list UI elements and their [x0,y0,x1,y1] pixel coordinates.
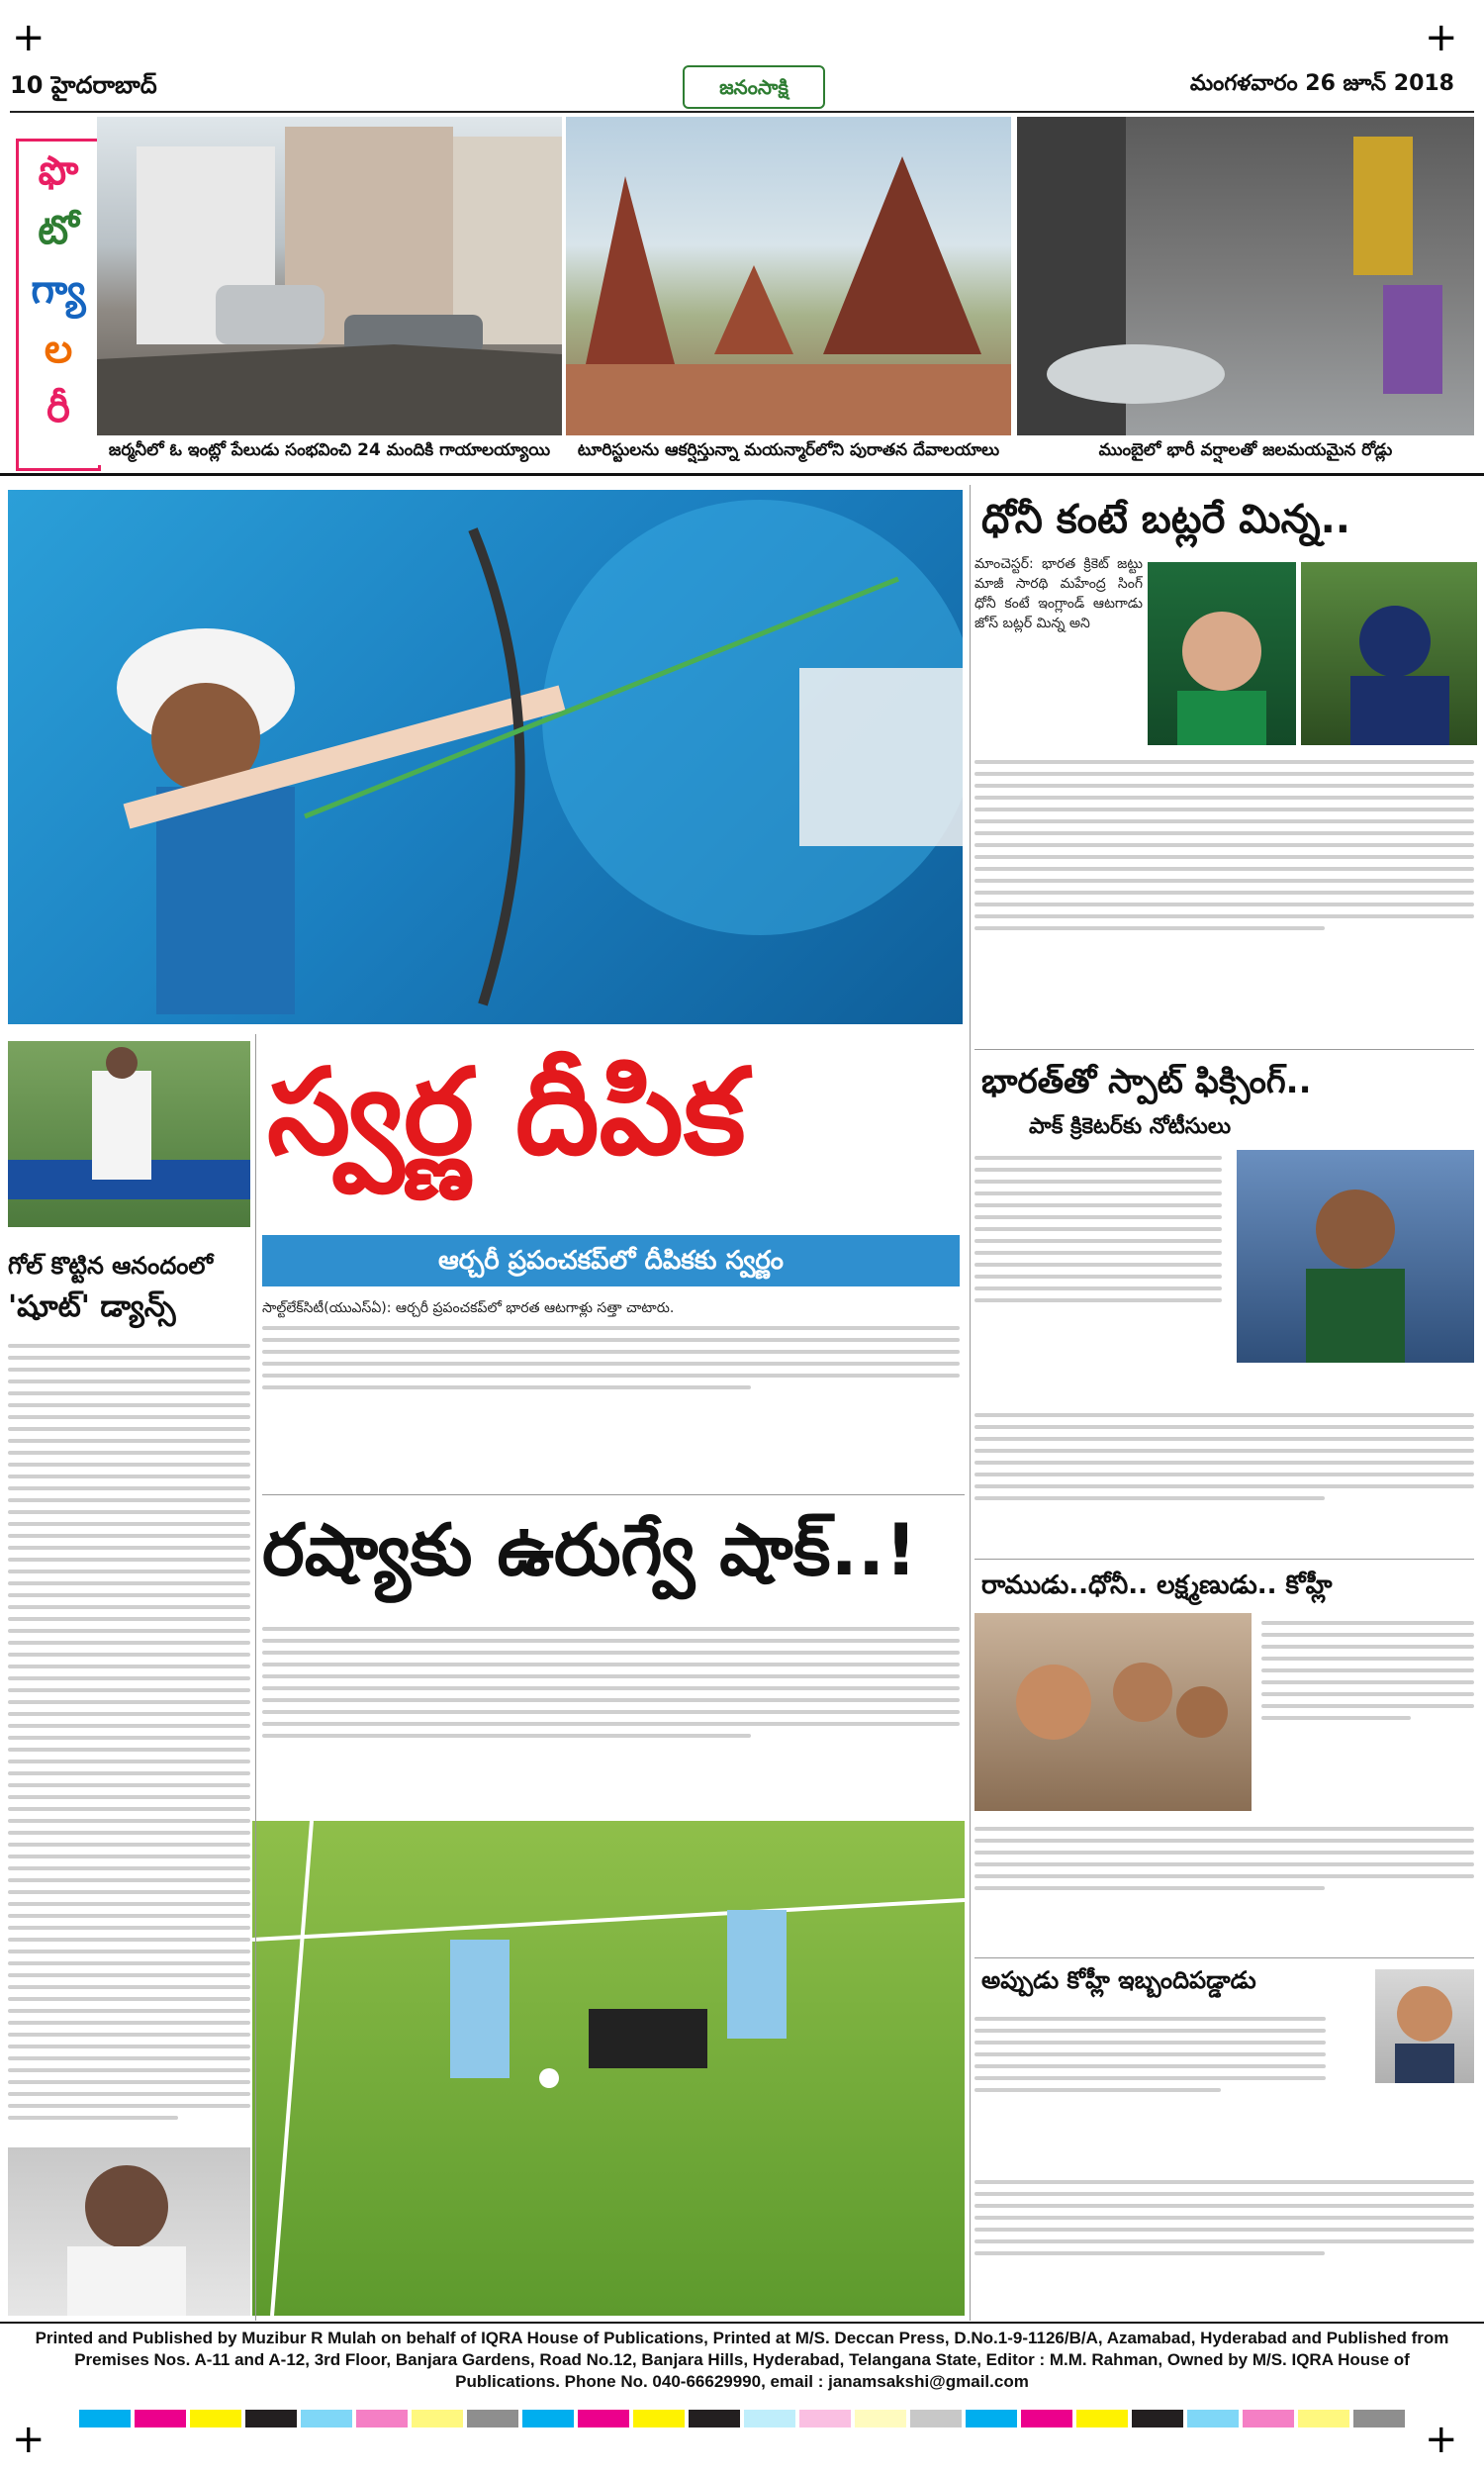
dhoni-headline: ధోనీ కంటే బట్లరే మిన్న.. [981,497,1350,542]
gallery-char: టో [38,208,79,253]
deepika-subhead: ఆర్చరీ ప్రపంచకప్‌లో దీపికకు స్వర్ణం [438,1246,784,1276]
deepika-headline: స్వర్ణ దీపిక [267,1044,746,1182]
goal-dance-story-body [8,1336,250,2138]
ramudu-headline: రాముడు..ధోనీ.. లక్ష్మణుడు.. కోహ్లీ [981,1571,1333,1600]
myanmar-temple-photo [566,117,1011,438]
football-match-illustration [252,1821,965,2316]
masthead-rule [10,111,1474,113]
newspaper-logo: జనంసాక్షి [683,65,825,109]
photo-gallery-tab [16,139,101,471]
rain-street-illustration [1017,117,1474,438]
deepika-subhead-band [262,1235,960,1286]
section-rule [0,473,1484,476]
dhoni-lead: మాంచెస్టర్‌: భారత క్రికెట్ జట్టు మాజీ సారథి మహేంద్ర సింగ్ ధోనీ కంటే ఇంగ్లాండ్ ఆటగాడు జోస్ బట్లర్ మిన్న అని [974,556,1143,631]
fixing-story-lead [974,1148,1222,1405]
footballer-illustration [8,1041,250,1227]
story-rule [262,1494,965,1495]
england-player-photo [8,1041,250,1227]
page-number: 10 హైదరాబాద్ [10,71,157,99]
deepika-lead: సాల్ట్‌లేక్‌సిటీ(యుఎస్‌ఏ): ఆర్చరీ ప్రపంచకప్‌లో భారత ఆటగాళ్లు సత్తా చాటారు. [262,1300,675,1316]
fixing-headline: భారత్‌తో స్పాట్ ఫిక్సింగ్.. [981,1062,1312,1101]
deepika-story-body [262,1298,960,1486]
imprint-footer: Printed and Published by Muzibur R Mulah on behalf of IQRA House of Publications, Printed at M/S. Deccan Press, D.No.1-9-1126/B/A, Azamabad, Hyderabad and Published from Premises Nos. A-11 and A-12, 3rd Floor, Banjara Gardens, Road No.12, Banjara Hills, Hyderabad, Telangana State, Editor : M.M. Rahman, Owned by M/S. IQRA House of Publications. Phone No. 040-66629990, email : janamsakshi@gmail.com [35,2329,1449,2391]
issue-date: మంగళవారం 26 జూన్ 2018 [1189,71,1454,96]
germany-explosion-photo [97,117,562,438]
celebration-illustration [8,2147,250,2316]
russia-story-body [262,1619,960,1817]
registration-mark-br: + [1425,2417,1458,2462]
story-rule [974,1049,1474,1050]
goal-dance-headline-a: గోల్ కొట్టిన ఆనందంలో [8,1252,214,1280]
gallery-char: ఫొ [38,148,79,194]
kohli-headline: అప్పుడు కోహ్లీ ఇబ్బందిపడ్డాడు [981,1966,1256,1994]
footer-rule [0,2322,1484,2324]
fixing-story-body [974,1405,1474,1583]
mumbai-rain-photo [1017,117,1474,438]
gallery-caption-1: జర్మనీలో ఓ ఇంట్లో పేలుడు సంభవించి 24 మందికి గాయాలయ్యాయి [97,435,562,465]
gallery-char: రీ [46,386,70,431]
cricketer-illustration [1237,1150,1474,1363]
gallery-char: ల [44,327,73,372]
uruguay-match-photo [252,1821,965,2316]
story-rule [974,1957,1474,1958]
batsman-illustration [1301,562,1477,745]
dhoni-story-lead [974,554,1143,752]
player-celebration-photo [8,2147,250,2316]
dhoni-story-body [974,752,1474,1039]
tim-paine-photo [1148,562,1296,745]
registration-mark-tr: + [1425,15,1458,60]
story-rule [974,1559,1474,1560]
color-calibration-bar [79,2410,1405,2427]
team-selfie-illustration [974,1613,1252,1811]
kohli-story-body [974,2172,1474,2321]
deepika-archery-photo [8,490,963,1024]
kohli-story-lead [974,2009,1326,2167]
ramudu-story-body [1261,1613,1474,1811]
registration-mark-tl: + [12,15,46,60]
gallery-caption-2: టూరిస్టులను ఆకర్షిస్తున్నా మయన్మార్‌లోని పురాతన దేవాలయాలు [566,435,1011,465]
column-rule [970,485,971,2321]
archer-illustration [8,490,963,1024]
temple-illustration [566,117,1011,438]
building-illustration [97,117,562,438]
gallery-char: గ్యా [31,267,86,313]
fixing-subhead: పాక్ క్రికెటర్‌కు నోటీసులు [1029,1114,1232,1139]
ganguly-photo [1375,1969,1474,2083]
column-rule [255,1034,256,2321]
gallery-caption-3: ముంబైలో భారీ వర్షాలతో జలమయమైన రోడ్లు [1017,435,1474,465]
registration-mark-bl: + [12,2417,46,2462]
team-india-bus-photo [974,1613,1252,1811]
goal-dance-headline-b: 'షూట్' డ్యాన్స్ [8,1289,176,1324]
pak-cricketer-photo [1237,1150,1474,1363]
press-conference-illustration [1148,562,1296,745]
ramudu-story-body-2 [974,1819,1474,1957]
portrait-illustration [1375,1969,1474,2083]
jos-buttler-photo [1301,562,1477,745]
russia-headline: రష్యాకు ఉరుగ్వే షాక్..! [262,1508,918,1591]
